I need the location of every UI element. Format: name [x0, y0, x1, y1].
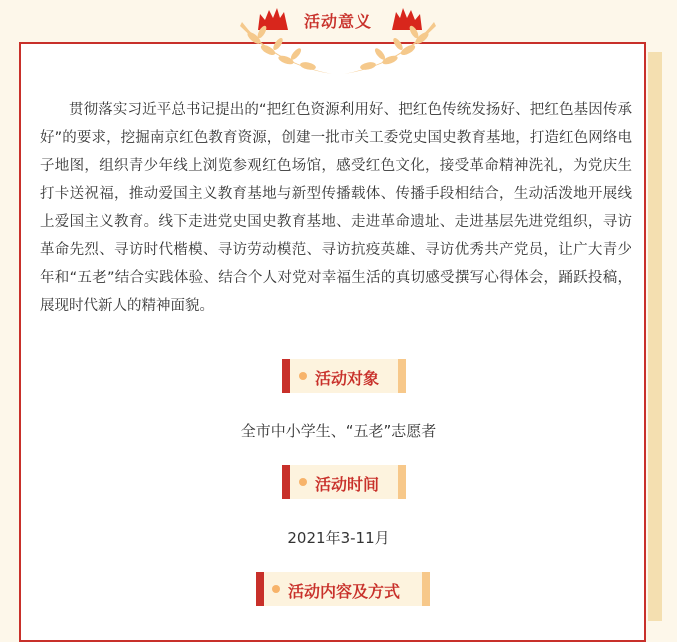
label-bar-left: [282, 359, 290, 393]
label-bar-right: [398, 359, 406, 393]
section-value-time: 2021年3-11月: [287, 529, 390, 547]
section-value-target: 全市中小学生、“五老”志愿者: [240, 422, 437, 440]
dot-icon: [272, 585, 280, 593]
section-label-target: [282, 359, 406, 393]
label-bar-right: [422, 572, 430, 606]
dot-icon: [299, 478, 307, 486]
section-label-time: [282, 465, 406, 499]
section-label-content: [256, 572, 430, 606]
label-bar-left: [256, 572, 264, 606]
dot-icon: [299, 372, 307, 380]
section-label-text: 活动对象: [315, 369, 380, 388]
section-label-text: 活动时间: [315, 475, 380, 494]
section-label-text: 活动内容及方式: [288, 582, 401, 601]
label-bar-right: [398, 465, 406, 499]
label-bar-left: [282, 465, 290, 499]
significance-paragraph: 贯彻落实习近平总书记提出的“把红色资源利用好、把红色传统发扬好、把红色基因传承好”的要求，挖掘南京红色教育资源，创建一批市关工委党史国史教育基地，打造红色网络电子地图，组织青少年线上浏览参观红色场馆，感受红色文化，接受革命精神洗礼，为党庆生打卡送祝福，推动爱国主义教育基地与新型传播载体、传播手段相结合，生动活泼地开展线上爱国主义教育。线下走进党史国史教育基地、走进革命遗址、走进基层先进党组织，寻访革命先烈、寻访时代楷模、寻访劳动模范、寻访抗疫英雄、寻访优秀共产党员，让广大青少年和“五老”结合实践体验、结合个人对党对幸福生活的真切感受撰写心得体会，踊跃投稿，展现时代新人的精神面貌。: [40, 102, 632, 314]
page-title: 活动意义: [303, 12, 372, 31]
laurel-icon: [232, 16, 444, 80]
